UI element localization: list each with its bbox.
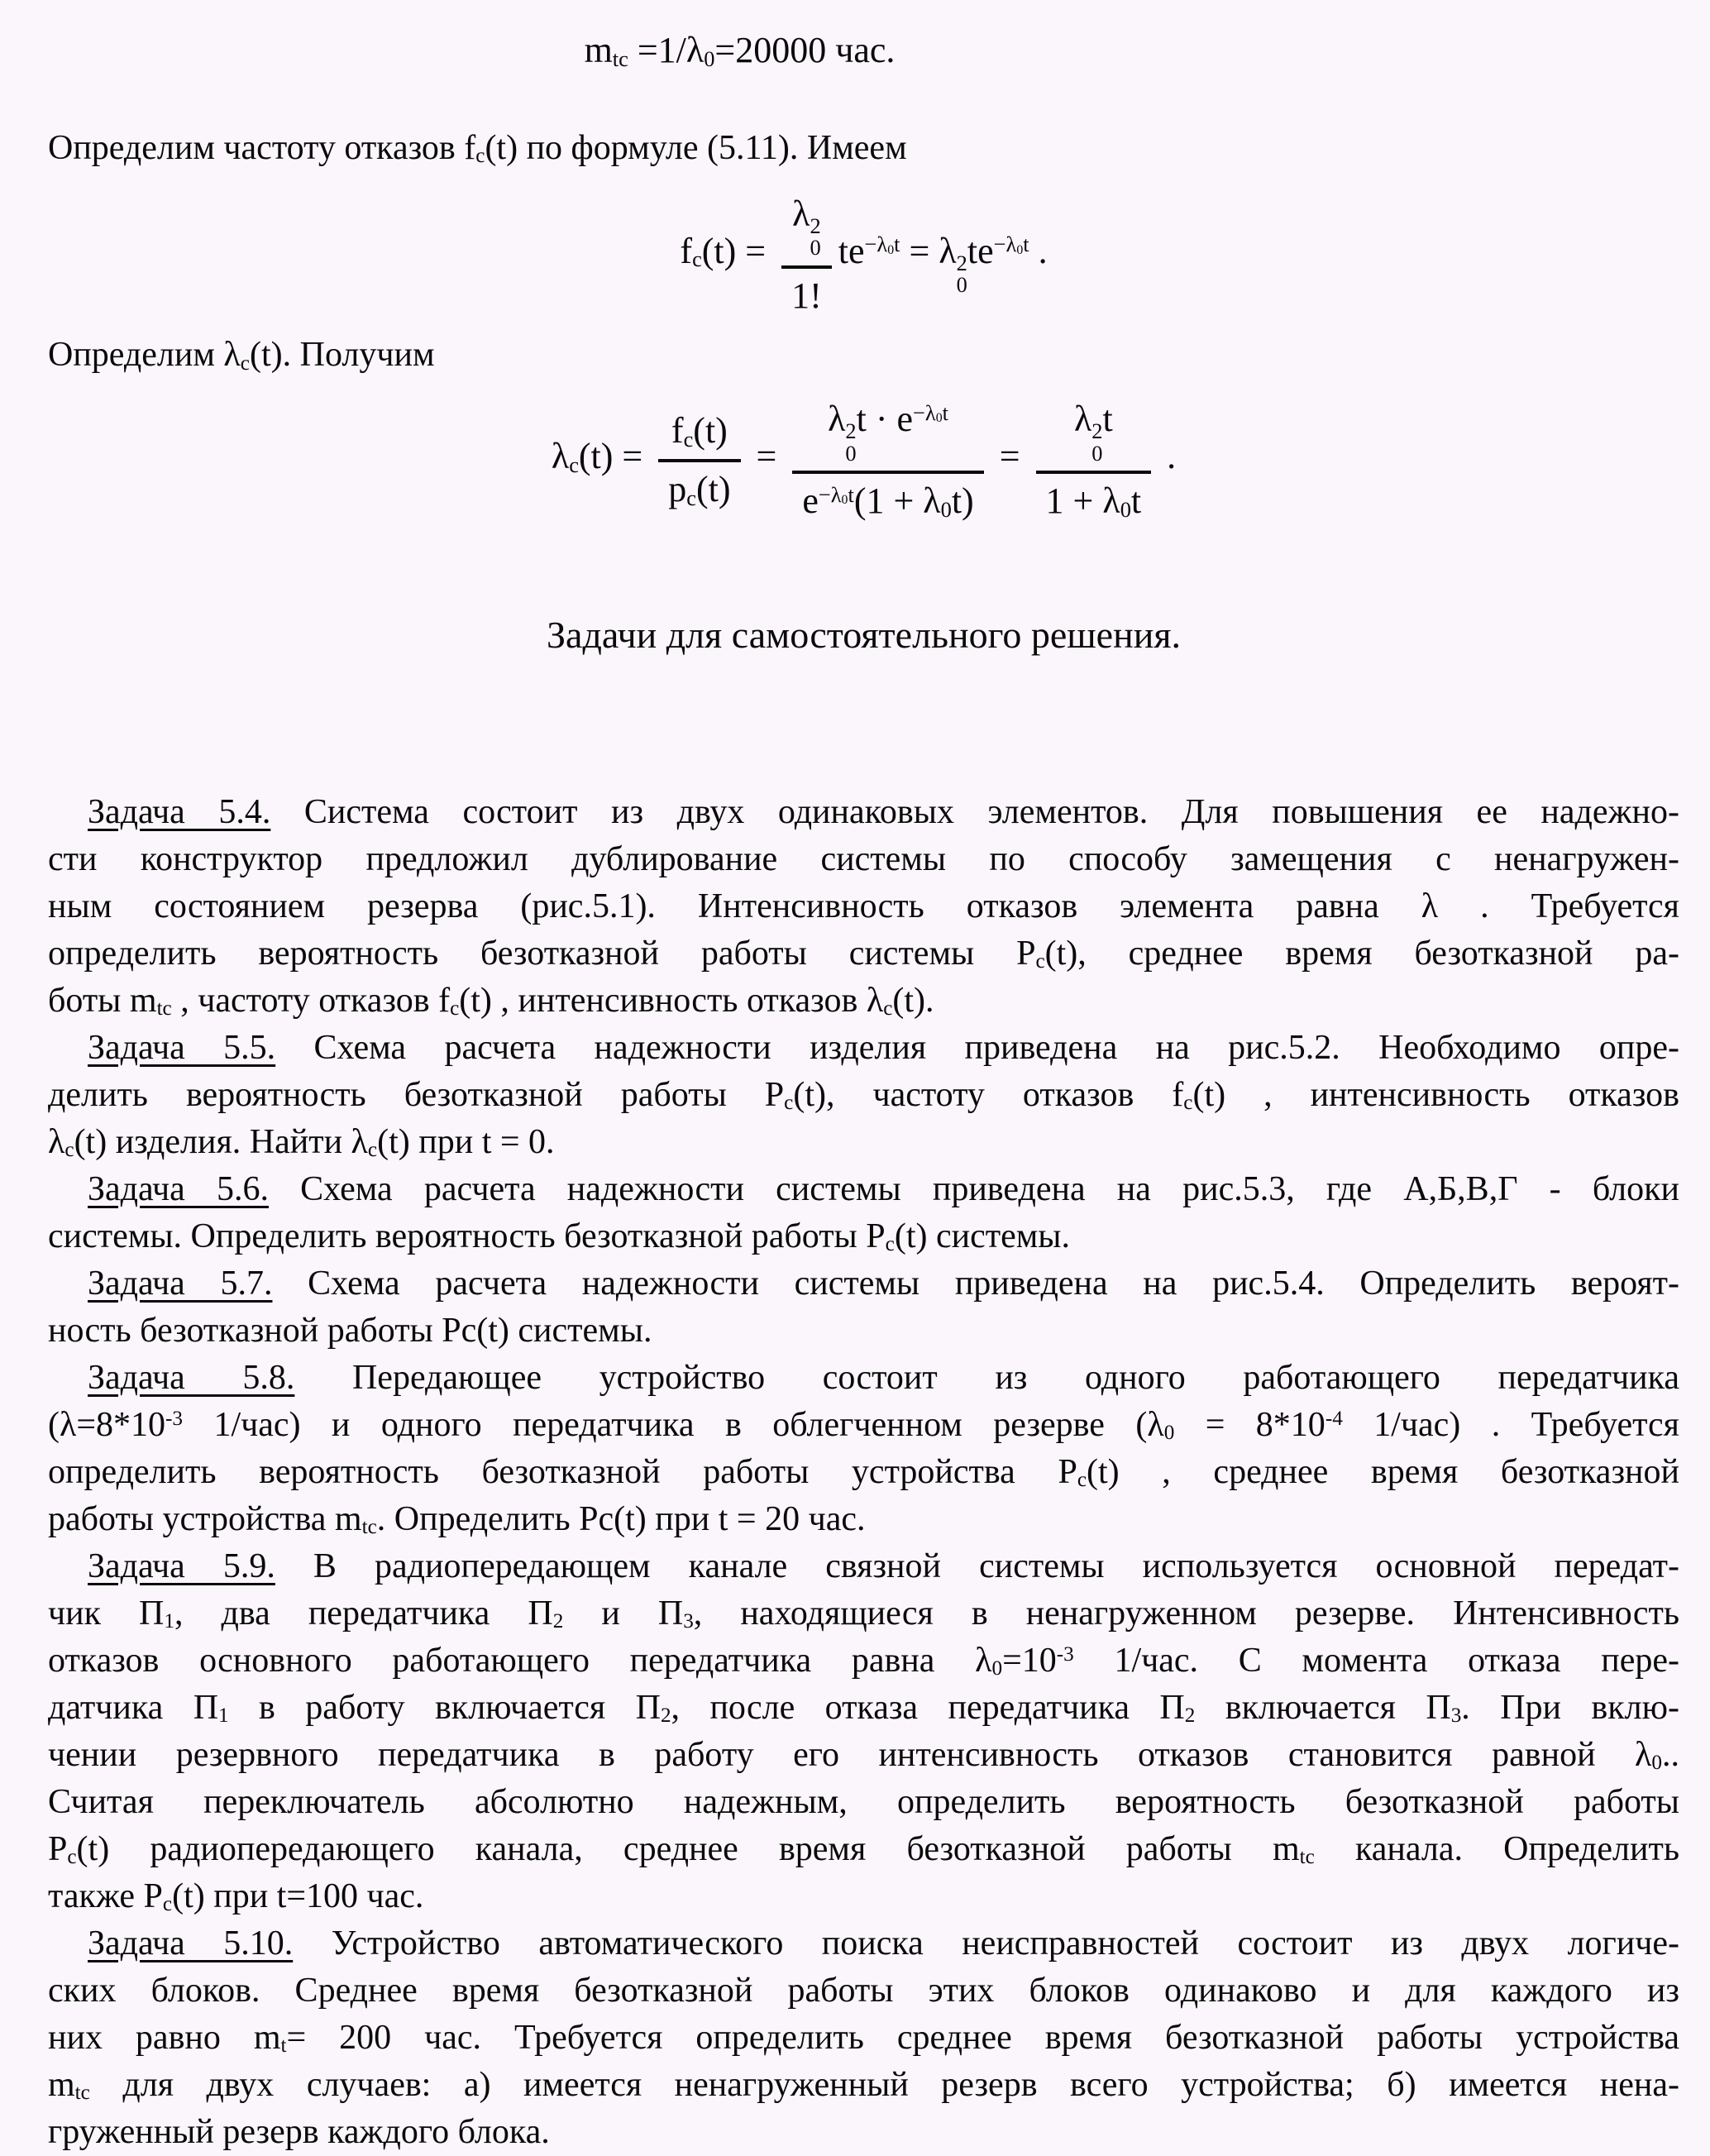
text-run: −λ bbox=[864, 232, 888, 257]
fraction-denominator bbox=[658, 462, 740, 513]
text-run: ность безотказной работы Pc(t) системы. bbox=[48, 1311, 652, 1350]
text-run: (t) , среднее время безотказной bbox=[1087, 1452, 1679, 1491]
problem-paragraph bbox=[48, 1355, 1679, 1543]
text-run: λ bbox=[1073, 399, 1092, 440]
text-run: для двух случаев: а) имеется ненагруженный резерв всего устройства; б) имеется нена- bbox=[89, 2065, 1679, 2104]
text-line bbox=[48, 930, 1679, 978]
text-line bbox=[48, 2109, 1679, 2156]
subscript: 0 bbox=[1016, 242, 1024, 257]
text-run: (t). Получим bbox=[249, 336, 435, 375]
subscript: c bbox=[367, 1139, 378, 1162]
subscript: c bbox=[1183, 1092, 1193, 1115]
text-run: делить вероятность безотказной работы P bbox=[48, 1075, 785, 1114]
text-run: Устройство автоматического поиска неисправностей состоит из двух логиче- bbox=[293, 1924, 1679, 1962]
text-line bbox=[48, 1025, 1679, 1072]
text-line bbox=[48, 978, 1679, 1025]
text-run: ным состоянием резерва (рис.5.1). Интенсивность отказов элемента равна λ . Требуется bbox=[48, 887, 1679, 925]
text-run: , два передатчика П bbox=[174, 1594, 553, 1633]
text-run: . Определить Pc(t) при t = 20 час. bbox=[376, 1499, 866, 1538]
text-run: Передающее устройство состоит из одного работающего передатчика bbox=[294, 1358, 1679, 1397]
text-run: 1/час) и одного передатчика в облегченном резерве (λ bbox=[183, 1405, 1164, 1444]
text-run: в работу включается П bbox=[228, 1688, 661, 1727]
problem-label: Задача 5.9. bbox=[88, 1546, 275, 1585]
text-run: груженный резерв каждого блока. bbox=[48, 2112, 550, 2151]
intro-line-failure-frequency bbox=[48, 125, 1679, 172]
text-run: (λ=8*10 bbox=[48, 1405, 166, 1444]
fraction-numerator bbox=[1036, 395, 1152, 474]
text-run: λ bbox=[792, 193, 810, 234]
problem-paragraph bbox=[48, 1260, 1679, 1355]
subscript: 2 bbox=[660, 1704, 671, 1728]
text-line bbox=[48, 1873, 1679, 1920]
text-run: −λ bbox=[913, 400, 936, 426]
subscript: c bbox=[1077, 1469, 1087, 1492]
text-run: . bbox=[1158, 436, 1177, 477]
fraction bbox=[658, 407, 740, 512]
text-run: (t) при t = 0. bbox=[377, 1122, 555, 1161]
text-run: (t) , интенсивность отказов bbox=[1192, 1075, 1679, 1114]
subscript: 3 bbox=[1450, 1704, 1462, 1728]
text-run: . При вклю- bbox=[1461, 1688, 1679, 1727]
intro-line-lambda bbox=[48, 332, 1679, 379]
subscript: tc bbox=[612, 45, 628, 71]
text-run: (t) при t=100 час. bbox=[172, 1876, 424, 1915]
text-run: = bbox=[990, 436, 1029, 477]
text-run: (t) изделия. Найти λ bbox=[74, 1122, 368, 1161]
subscript: 0 bbox=[704, 45, 715, 71]
problem-label: Задача 5.5. bbox=[88, 1028, 276, 1067]
subscript: c bbox=[162, 1893, 173, 1916]
text-run: (t) = bbox=[578, 436, 652, 477]
text-run: Определим λ bbox=[48, 336, 241, 375]
formula-fc bbox=[48, 190, 1679, 319]
text-run: = 200 час. Требуется определить среднее время безотказной работы устройства bbox=[286, 2018, 1679, 2057]
text-run: = bbox=[747, 436, 786, 477]
text-run: t) bbox=[951, 480, 974, 522]
text-line bbox=[48, 836, 1679, 883]
text-line bbox=[48, 1826, 1679, 1873]
subscript: tc bbox=[74, 2082, 90, 2105]
text-line bbox=[48, 1260, 1679, 1307]
formula-mtc bbox=[0, 30, 1555, 72]
text-line bbox=[48, 789, 1679, 836]
subscript: c bbox=[692, 246, 702, 272]
subscript: c bbox=[475, 145, 485, 168]
fraction-denominator bbox=[1036, 474, 1152, 524]
problems-list bbox=[48, 789, 1679, 2156]
section-heading: Задачи для самостоятельного решения. bbox=[547, 613, 1181, 656]
problem-paragraph bbox=[48, 1025, 1679, 1166]
fraction bbox=[781, 190, 832, 319]
text-run: включается П bbox=[1195, 1688, 1451, 1727]
text-run: λ bbox=[48, 1122, 65, 1161]
subscript: 1 bbox=[218, 1704, 229, 1728]
text-run: 1 + λ bbox=[1045, 480, 1120, 522]
text-run: = 8*10 bbox=[1174, 1405, 1325, 1444]
problem-label: Задача 5.10. bbox=[88, 1924, 294, 1962]
formula-lambda-c bbox=[48, 395, 1679, 524]
fraction bbox=[792, 395, 983, 524]
text-run: t bbox=[848, 482, 854, 508]
text-run: = λ bbox=[900, 230, 957, 271]
superscript bbox=[819, 482, 854, 507]
text-line bbox=[48, 2015, 1679, 2062]
text-run: t bbox=[1023, 232, 1029, 257]
fraction-denominator bbox=[781, 269, 832, 319]
text-run: t bbox=[1130, 480, 1142, 522]
text-run: te bbox=[838, 230, 865, 271]
text-line bbox=[48, 1402, 1679, 1449]
subscript: c bbox=[1035, 950, 1045, 973]
superscript: -3 bbox=[1056, 1643, 1074, 1666]
subscript: 0 bbox=[1651, 1752, 1662, 1775]
problem-paragraph bbox=[48, 1543, 1679, 1920]
text-line bbox=[48, 1637, 1679, 1685]
text-run: работы устройства m bbox=[48, 1499, 362, 1538]
text-run: (t) bbox=[695, 469, 731, 510]
fraction-numerator bbox=[658, 407, 740, 462]
subscript: 0 bbox=[1163, 1422, 1175, 1445]
subscript: t bbox=[280, 2034, 287, 2058]
text-run: Схема расчета надежности изделия приведена на рис.5.2. Необходимо опре- bbox=[275, 1028, 1679, 1067]
text-run: 1! bbox=[791, 275, 822, 316]
text-run: (t). bbox=[892, 981, 934, 1020]
fraction-numerator bbox=[792, 395, 983, 474]
text-run: (t) радиопередающего канала, среднее время безотказной работы m bbox=[76, 1829, 1300, 1868]
text-run: e bbox=[802, 480, 819, 522]
text-run: чении резервного передатчика в работу его интенсивность отказов становится равной λ bbox=[48, 1735, 1652, 1774]
text-line bbox=[48, 1496, 1679, 1543]
text-run: t bbox=[942, 400, 948, 426]
text-run: m bbox=[584, 30, 613, 70]
text-line bbox=[48, 1920, 1679, 1967]
text-run: определить вероятность безотказной работы устройства P bbox=[48, 1452, 1077, 1491]
text-run: f bbox=[680, 230, 693, 271]
subscript: c bbox=[64, 1139, 74, 1162]
subscript: tc bbox=[361, 1516, 377, 1539]
text-run: датчика П bbox=[48, 1688, 219, 1727]
text-run: 1/час) . Требуется bbox=[1342, 1405, 1679, 1444]
superscript bbox=[913, 400, 948, 425]
text-run: Схема расчета надежности системы приведена на рис.5.3, где А,Б,В,Г - блоки bbox=[268, 1169, 1680, 1208]
text-run: (t) bbox=[693, 410, 728, 452]
text-run: =10 bbox=[1002, 1641, 1057, 1680]
super-sub-stack: 2 0 bbox=[810, 213, 821, 261]
subscript: c bbox=[240, 351, 250, 375]
text-run: Определим частоту отказов f bbox=[48, 128, 476, 167]
text-line bbox=[48, 1072, 1679, 1119]
subscript: c bbox=[885, 1233, 895, 1256]
text-run: =1/λ bbox=[628, 30, 705, 70]
super-sub-stack: 2 0 bbox=[1091, 418, 1103, 466]
subscript: 0 bbox=[940, 497, 952, 523]
super-sub-stack: 2 0 bbox=[956, 250, 967, 298]
text-run: Считая переключатель абсолютно надежным, определить вероятность безотказной работы bbox=[48, 1782, 1679, 1821]
text-run: сти конструктор предложил дублирование системы по способу замещения с ненагружен- bbox=[48, 839, 1679, 878]
superscript bbox=[994, 232, 1029, 256]
text-run: =20000 час. bbox=[714, 30, 896, 70]
text-run: te bbox=[967, 230, 994, 271]
subscript: 2 bbox=[552, 1610, 564, 1633]
subscript: 3 bbox=[683, 1610, 694, 1633]
text-run: (1 + λ bbox=[853, 480, 941, 522]
problem-paragraph bbox=[48, 1920, 1679, 2156]
text-line bbox=[48, 1355, 1679, 1402]
problem-label: Задача 5.4. bbox=[88, 792, 271, 831]
text-line bbox=[48, 1449, 1679, 1496]
text-run: также P bbox=[48, 1876, 163, 1915]
subscript: 1 bbox=[164, 1610, 174, 1633]
text-run: (t) , интенсивность отказов λ bbox=[459, 981, 884, 1020]
text-run: Схема расчета надежности системы приведена на рис.5.4. Определить вероят- bbox=[272, 1264, 1679, 1303]
text-run: них равно m bbox=[48, 2018, 281, 2057]
text-line bbox=[48, 1779, 1679, 1826]
subscript: 0 bbox=[1120, 497, 1131, 523]
text-run: системы. Определить вероятность безотказной работы P bbox=[48, 1217, 886, 1255]
superscript: -4 bbox=[1325, 1408, 1343, 1431]
text-line bbox=[48, 1213, 1679, 1260]
text-run: f bbox=[671, 410, 684, 452]
subscript: c bbox=[686, 485, 696, 510]
subscript: 0 bbox=[887, 242, 895, 257]
subscript: c bbox=[450, 997, 460, 1021]
subscript: tc bbox=[1299, 1846, 1315, 1869]
text-run: λ bbox=[551, 436, 570, 477]
superscript bbox=[865, 232, 900, 256]
text-line bbox=[48, 2062, 1679, 2109]
text-line bbox=[48, 1307, 1679, 1355]
text-run: m bbox=[48, 2065, 75, 2104]
text-run: канала. Определить bbox=[1314, 1829, 1679, 1868]
text-run: (t) = bbox=[701, 230, 776, 271]
text-run: (t), среднее время безотказной ра- bbox=[1044, 934, 1679, 973]
text-run: , частоту отказов f bbox=[171, 981, 451, 1020]
text-run: боты m bbox=[48, 981, 157, 1020]
subscript: c bbox=[683, 427, 694, 452]
text-run: λ bbox=[828, 399, 846, 440]
superscript: -3 bbox=[165, 1408, 184, 1431]
text-run: В радиопередающем канале связной системы используется основной передат- bbox=[275, 1546, 1680, 1585]
text-run: чик П bbox=[48, 1594, 165, 1633]
text-line bbox=[48, 1119, 1679, 1166]
problem-label: Задача 5.8. bbox=[88, 1358, 295, 1397]
text-run: Система состоит из двух одинаковых элементов. Для повышения ее надежно- bbox=[270, 792, 1679, 831]
text-run: (t) по формуле (5.11). Имеем bbox=[485, 128, 907, 167]
text-run: 1/час. С момента отказа пере- bbox=[1073, 1641, 1679, 1680]
problem-paragraph bbox=[48, 1166, 1679, 1260]
problem-label: Задача 5.7. bbox=[88, 1264, 273, 1303]
subscript: tc bbox=[156, 997, 172, 1021]
subscript: 0 bbox=[991, 1657, 1003, 1680]
text-run: , находящиеся в ненагруженном резерве. Интенсивность bbox=[693, 1594, 1679, 1633]
text-run: t bbox=[894, 232, 900, 257]
subscript: c bbox=[784, 1092, 794, 1115]
subscript: 0 bbox=[935, 411, 943, 426]
text-run: (t) системы. bbox=[894, 1217, 1071, 1255]
text-run: определить вероятность безотказной работы системы P bbox=[48, 934, 1036, 973]
subscript: 2 bbox=[1184, 1704, 1196, 1728]
text-run: −λ bbox=[818, 482, 842, 508]
subscript: c bbox=[883, 997, 893, 1021]
super-sub-stack: 2 0 bbox=[845, 418, 857, 466]
text-line bbox=[48, 1732, 1679, 1779]
text-line bbox=[48, 1967, 1679, 2015]
text-line bbox=[48, 883, 1679, 930]
text-run: , после отказа передатчика П bbox=[671, 1688, 1185, 1727]
problem-label: Задача 5.6. bbox=[88, 1169, 269, 1208]
subscript: c bbox=[67, 1846, 77, 1869]
text-run: отказов основного работающего передатчика равна λ bbox=[48, 1641, 992, 1680]
text-line bbox=[48, 1543, 1679, 1590]
text-run: ских блоков. Среднее время безотказной работы этих блоков одинаково и для каждого из bbox=[48, 1971, 1679, 2010]
text-run: t bbox=[1102, 399, 1113, 440]
subscript: 0 bbox=[841, 493, 848, 508]
text-run: −λ bbox=[993, 232, 1017, 257]
text-line bbox=[48, 1590, 1679, 1637]
text-line bbox=[48, 1685, 1679, 1732]
fraction-numerator bbox=[781, 190, 832, 269]
fraction-denominator bbox=[792, 474, 983, 524]
text-run: p bbox=[668, 469, 687, 510]
text-run: (t), частоту отказов f bbox=[793, 1075, 1184, 1114]
text-line bbox=[48, 1166, 1679, 1213]
fraction bbox=[1036, 395, 1152, 524]
text-run: . bbox=[1029, 230, 1048, 271]
text-run: t · e bbox=[856, 399, 914, 440]
subscript: c bbox=[569, 452, 579, 477]
problem-paragraph bbox=[48, 789, 1679, 1025]
text-run: .. bbox=[1662, 1735, 1679, 1774]
text-run: P bbox=[48, 1829, 68, 1868]
text-run: и П bbox=[563, 1594, 684, 1633]
